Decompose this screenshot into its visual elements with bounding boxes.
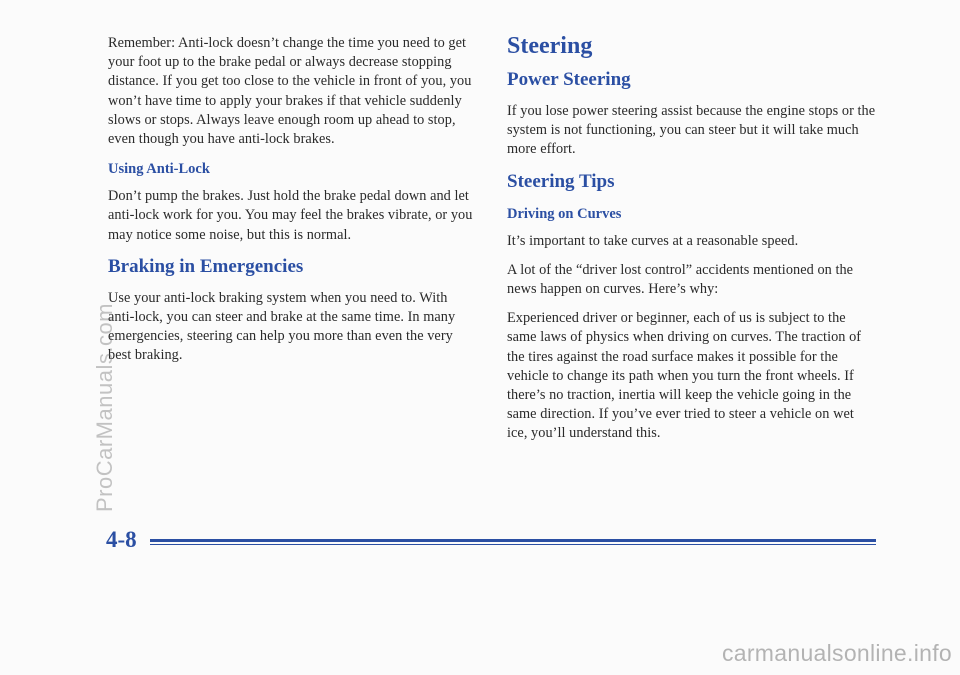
steering-heading: Steering [507,33,593,59]
right-column [507,32,877,454]
intro-paragraph: Remember: Anti-lock doesn’t change the time you need to get your foot up to the brake pedal or always decrease stopping distance. If you get too close to the vehicle in front of you, you won’t have time to apply your brakes if that vehicle suddenly slows or stops. Always leave enough room up ahead to stop, even though you have anti-lock brakes. [108,35,472,148]
footer-rule-thin [150,544,876,545]
curves-paragraph-2: A lot of the “driver lost control” accidents mentioned on the news happen on curves. Here’s why: [507,261,854,298]
power-steering-paragraph: If you lose power steering assist because the engine stops or the system is not functioning, you can steer but it will take much more effort. [507,103,876,158]
using-anti-lock-heading: Using Anti-Lock [108,161,210,178]
power-steering-heading: Power Steering [507,69,631,90]
braking-emergencies-paragraph: Use your anti-lock braking system when you need to. With anti-lock, you can steer and brake at the same time. In many emergencies, steering can help you more than even the very best braking. [108,289,456,364]
page-footer [106,527,876,557]
using-anti-lock-paragraph: Don’t pump the brakes. Just hold the brake pedal down and let anti-lock work for you. You may feel the brakes vibrate, or you may notice some noise, but this is normal. [108,188,473,243]
site-watermark: carmanualsonline.info [721,640,952,666]
footer-rule [150,539,876,542]
left-column [108,34,476,376]
curves-paragraph-3: Experienced driver or beginner, each of us is subject to the same laws of physics when driving on curves. The traction of the tires against the road surface makes it possible for the vehicle to change its path when you turn the front wheels. If there’s no traction, inertia will keep the vehicle going in the same direction. If you’ve ever tried to steer a vehicle on wet ice, you’ll understand this. [507,310,862,442]
page-number: 4-8 [106,527,137,552]
curves-paragraph-1: It’s important to take curves at a reasonable speed. [507,232,799,249]
vertical-watermark: ProCarManuals.com [92,302,117,512]
braking-emergencies-heading: Braking in Emergencies [108,255,304,277]
steering-tips-heading: Steering Tips [507,170,615,192]
driving-curves-heading: Driving on Curves [507,205,622,222]
